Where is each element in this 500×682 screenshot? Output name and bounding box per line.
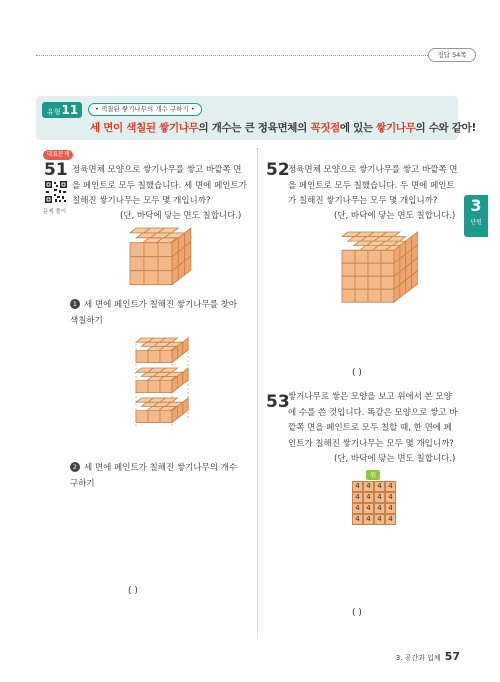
problem-51-step-2 [70,461,246,492]
representative-problem-badge: 대표문제 [43,150,73,160]
grid-cell: 4 [374,492,385,503]
step-2-text: 세 면에 페인트가 칠해진 쌓기나무의 개수 구하기 [70,463,238,489]
problem-52-text: 정육면체 모양으로 쌓기나무를 쌓고 바깥쪽 면을 페인트로 모두 칠했습니다. 두 면에 페인트가 칠해진 쌓기나무는 모두 몇 개입니까? [288,165,458,206]
qr-code-icon[interactable] [44,180,68,204]
chapter-name: 3. 공간과 입체 [395,654,441,662]
qr-caption: 문제 풀이 [43,209,67,215]
grid-cell: 4 [363,503,374,514]
header-rule [36,55,428,56]
problem-51-text: 정육면체 모양으로 쌓기나무를 쌓고 바깥쪽 면을 페인트로 모두 칠했습니다. 세 면에 페인트가 칠해진 쌓기나무는 모두 몇 개입니까? [72,165,247,206]
problem-53-number: 53 [266,392,290,412]
answer-page-reference: 정답 54쪽 [428,48,476,62]
step-1-text: 세 면에 페인트가 칠해진 쌓기나무를 찾아 색칠하기 [70,300,238,326]
grid-cell: 4 [352,481,363,492]
problem-51-number: 51 [44,160,68,180]
chapter-number: 3 [470,196,482,215]
step-1-marker: 1 [70,299,80,309]
problem-52-answer-blank[interactable]: ( ) [352,368,362,378]
problem-51-note: (단, 바닥에 닿는 면도 칠합니다.) [120,211,242,221]
problem-53-note: (단, 바닥에 닿는 면도 칠합니다.) [334,454,456,464]
type-badge-number: 11 [61,103,79,117]
grid-cell: 4 [363,514,374,525]
column-divider [257,148,258,636]
type-subtitle: • 색칠된 쌓기나무의 개수 구하기 • [88,103,202,116]
type-headline [90,120,476,135]
grid-cell: 4 [352,514,363,525]
problem-53-answer-blank[interactable]: ( ) [352,608,362,618]
headline-part: 에 있는 [339,122,377,134]
problem-53-text: 쌓기나무로 쌓은 모양을 보고 위에서 본 모양에 수를 쓴 것입니다. 똑같은 모양으로 쌓고 바깥쪽 면을 페인트로 모두 칠할 때, 한 면에 페인트가 칠해진 쌓기나무는 모두 몇 개입니까? [288,392,458,449]
page-number: 57 [444,650,460,663]
problem-52-number: 52 [266,160,290,180]
grid-cell: 4 [363,481,374,492]
top-view-label: 위 [366,470,380,480]
grid-cell: 4 [352,503,363,514]
grid-cell: 4 [374,481,385,492]
headline-part: 의 수와 같아! [415,122,476,134]
grid-cell: 4 [385,503,396,514]
page-footer [396,650,460,663]
headline-part: 꼭짓점 [310,122,340,134]
problem-52-note: (단, 바닥에 닿는 면도 칠합니다.) [334,211,456,221]
top-view-number-grid [352,481,396,525]
grid-cell: 4 [385,481,396,492]
chapter-label: 단원 [470,219,482,226]
grid-cell: 4 [352,492,363,503]
grid-cell: 4 [385,514,396,525]
type-badge [42,102,82,118]
problem-type-box [36,96,476,140]
headline-part: 의 개수는 큰 정육면체의 [198,122,311,134]
headline-part: 세 면이 색칠된 쌓기나무 [90,122,199,134]
cube-3x3x3-figure [128,226,198,298]
grid-cell: 4 [374,514,385,525]
step-2-marker: 2 [70,462,80,472]
exploded-layers-figure [134,336,194,436]
type-badge-prefix: 유형 [47,108,61,116]
grid-cell: 4 [363,492,374,503]
grid-cell: 4 [385,492,396,503]
chapter-side-tab [464,195,488,237]
problem-51-step-1 [70,298,246,329]
grid-cell: 4 [374,503,385,514]
problem-51-answer-blank[interactable]: ( ) [128,586,138,596]
headline-part: 쌓기나무 [376,122,416,134]
cube-4x4x4-figure [340,230,422,314]
